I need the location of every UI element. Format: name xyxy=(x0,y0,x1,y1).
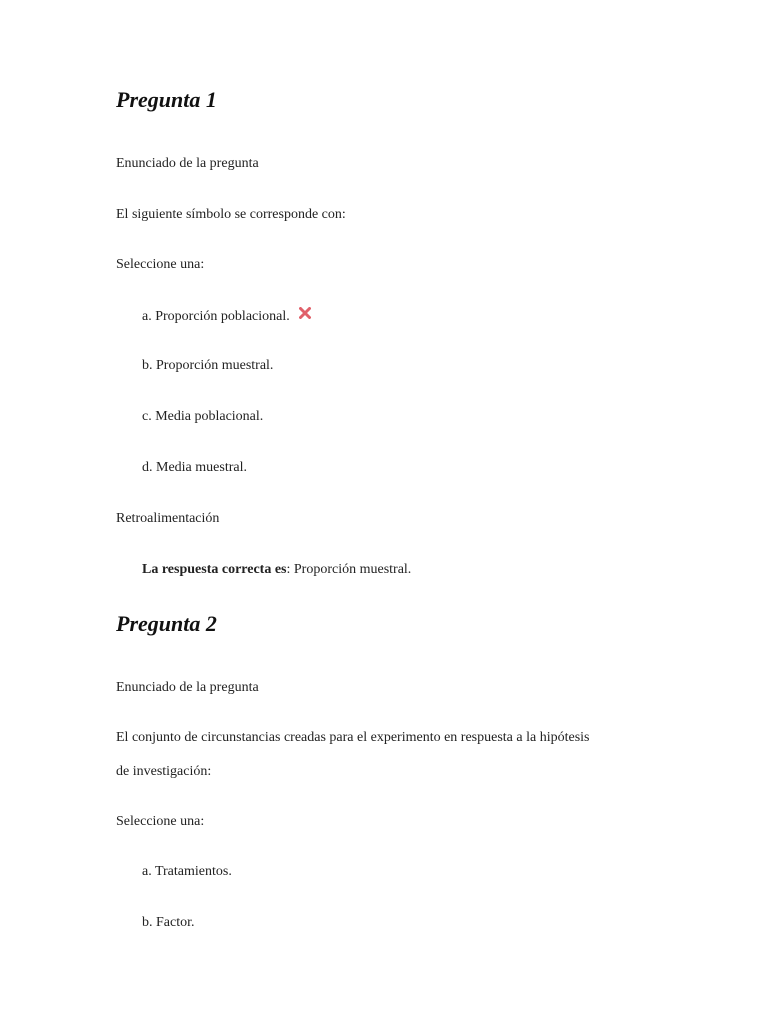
question-2-statement-label: Enunciado de la pregunta xyxy=(116,680,259,695)
question-1-option-a xyxy=(142,307,311,326)
option-label: a. Proporción poblacional. xyxy=(142,309,290,324)
question-2-title: Pregunta 2 xyxy=(116,611,217,636)
question-1-correct-answer xyxy=(142,561,411,579)
question-1-option-c: c. Media poblacional. xyxy=(142,409,264,424)
question-1-feedback-label: Retroalimentación xyxy=(116,511,220,526)
correct-answer-prefix: La respuesta correcta es xyxy=(142,562,287,577)
question-1-title: Pregunta 1 xyxy=(116,87,217,112)
question-2-statement-line-2: de investigación: xyxy=(116,764,212,779)
question-2-select-label: Seleccione una: xyxy=(116,814,205,829)
question-2-option-a: a. Tratamientos. xyxy=(142,864,232,879)
question-1-statement: El siguiente símbolo se corresponde con: xyxy=(116,207,346,222)
correct-answer-text: : Proporción muestral. xyxy=(286,562,412,577)
question-2-statement-line-1: El conjunto de circunstancias creadas para el experimento en respuesta a la hipótesis xyxy=(116,730,590,745)
question-1-statement-label: Enunciado de la pregunta xyxy=(116,156,259,171)
question-1-option-b: b. Proporción muestral. xyxy=(142,358,274,373)
question-2-option-b: b. Factor. xyxy=(142,915,195,930)
question-1-select-label: Seleccione una: xyxy=(116,257,205,272)
x-mark-icon xyxy=(299,307,311,319)
question-1-option-d: d. Media muestral. xyxy=(142,460,247,475)
